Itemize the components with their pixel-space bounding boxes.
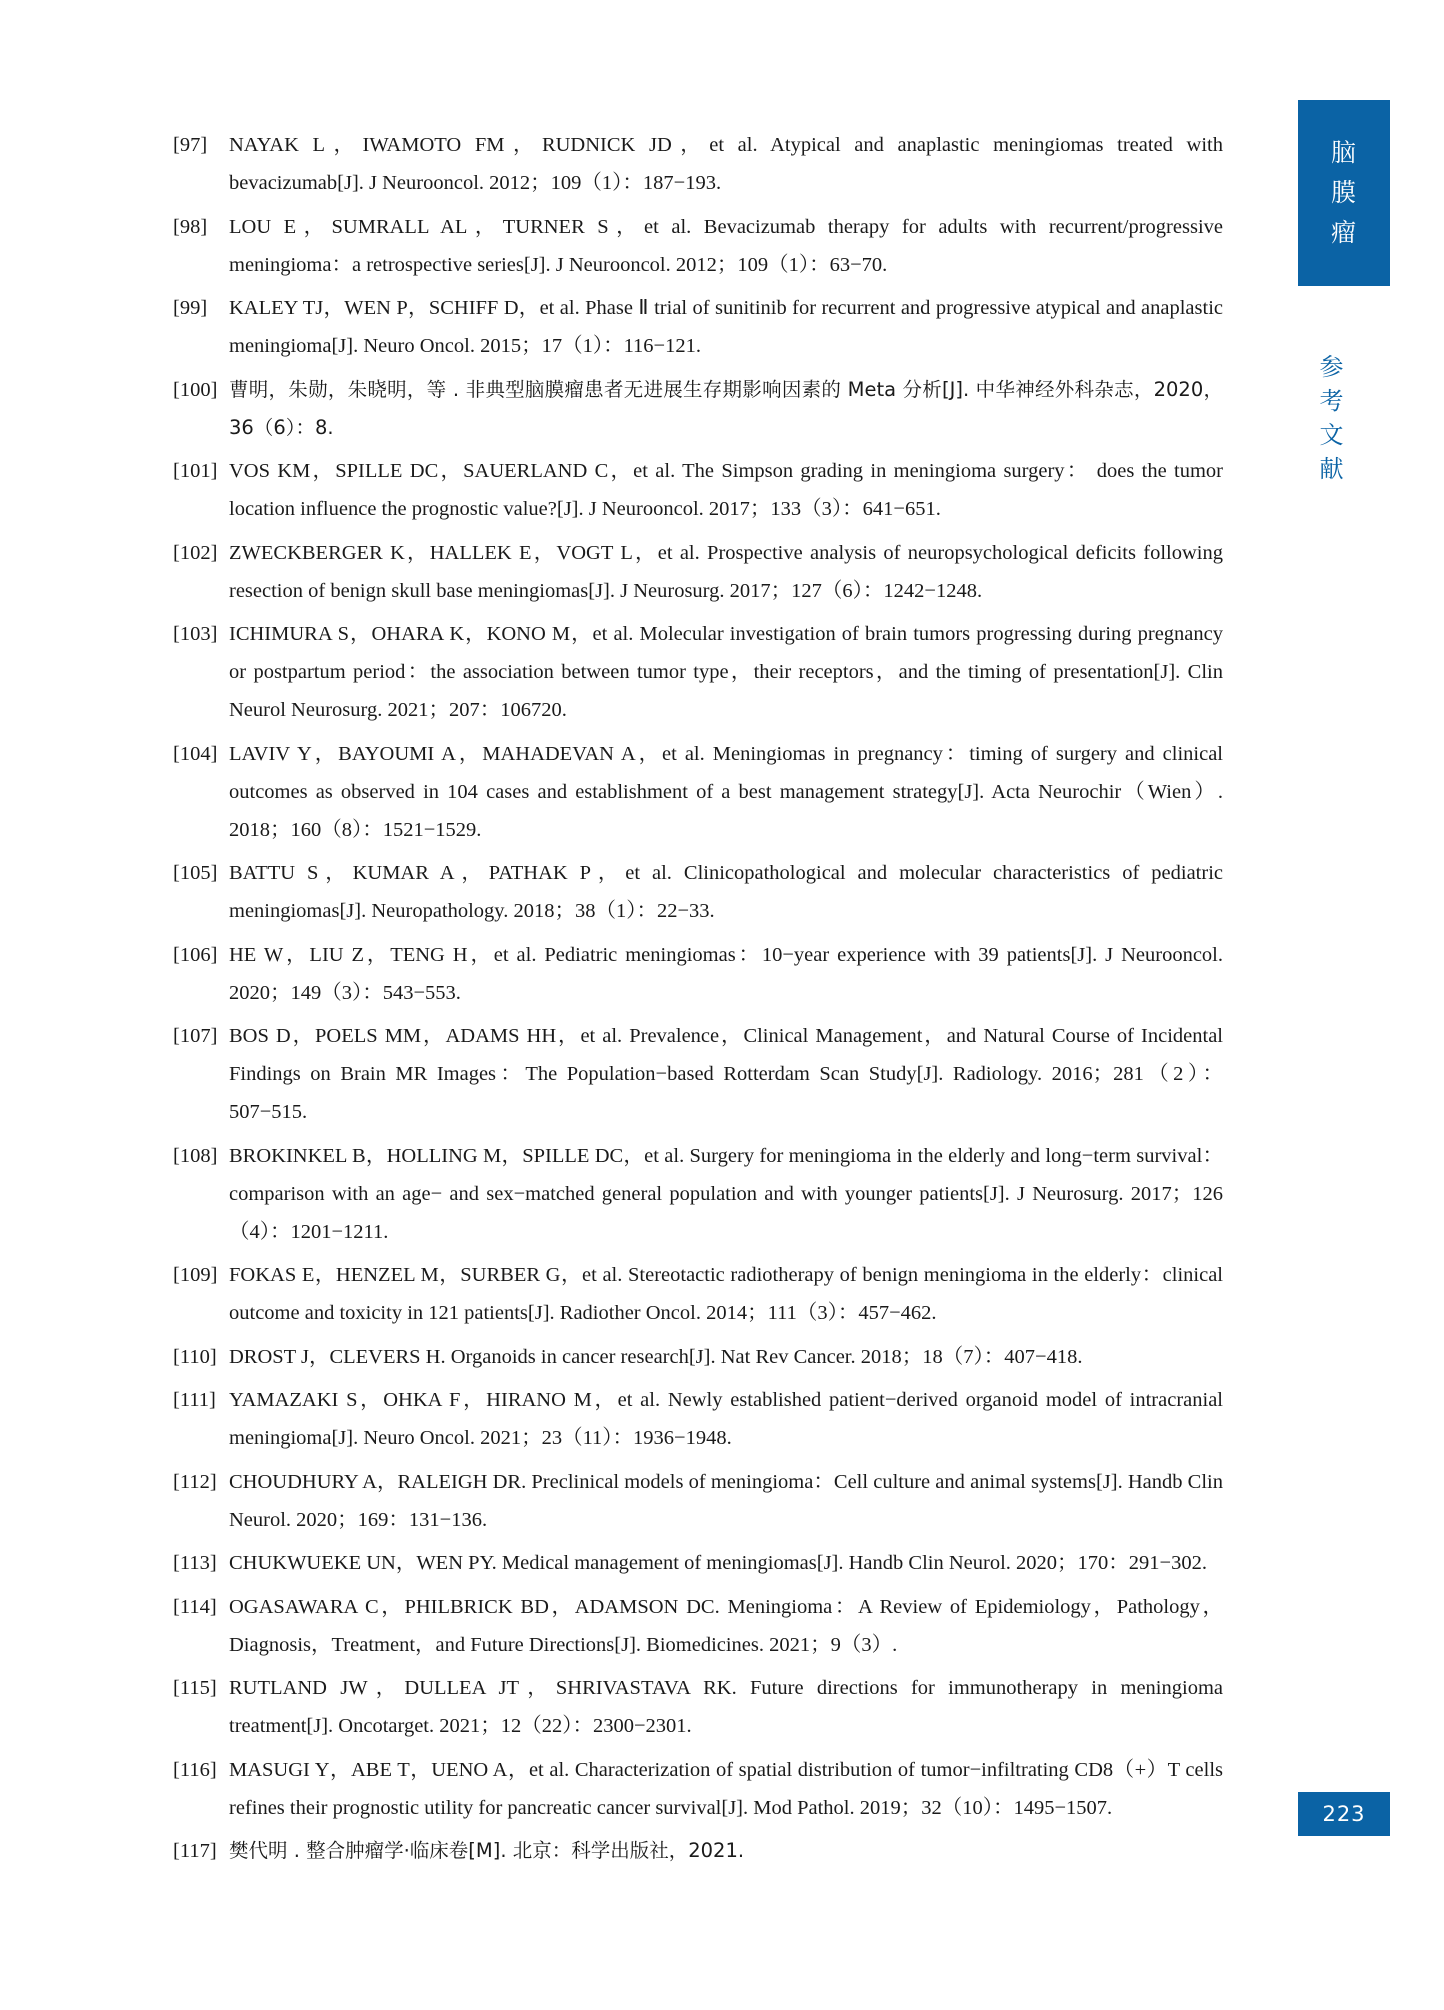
section-label-line-4: 献 [1319, 455, 1345, 483]
section-label-line-2: 考 [1319, 387, 1345, 415]
reference-list [173, 126, 1223, 1876]
section-label-line-3: 文 [1319, 421, 1345, 449]
reference-text: CHOUDHURY A，RALEIGH DR. Preclinical models of meningioma：Cell culture and animal systems[J]. Handb Clin Neurol. 2020；169：131−136. [229, 1470, 1223, 1531]
reference-text: BOS D，POELS MM，ADAMS HH，et al. Prevalence，Clinical Management，and Natural Course of Incidental Findings on Brain MR Images：The Population−based Rotterdam Scan Study[J]. Radiology. 2016；281（2）：507−515. [229, 1025, 1223, 1123]
reference-number: [107] [173, 1025, 218, 1047]
reference-text: NAYAK L，IWAMOTO FM，RUDNICK JD，et al. Atypical and anaplastic meningiomas treated with bevacizumab[J]. J Neurooncol. 2012；109（1）：187−193. [229, 134, 1223, 194]
reference-number: [113] [173, 1552, 217, 1574]
reference-text: HE W，LIU Z，TENG H，et al. Pediatric meningiomas：10−year experience with 39 patients[J]. J Neurooncol. 2020；149（3）：543−553. [229, 943, 1223, 1004]
reference-text: LOU E，SUMRALL AL，TURNER S，et al. Bevacizumab therapy for adults with recurrent/progressive meningioma：a retrospective series[J]. J Neurooncol. 2012；109（1）：63−70. [229, 215, 1223, 276]
reference-number: [100] [173, 378, 218, 401]
reference-item [173, 1017, 1223, 1131]
reference-number: [98] [173, 215, 208, 238]
reference-number: [97] [173, 134, 208, 156]
reference-item [173, 1832, 1223, 1870]
reference-item [173, 615, 1223, 729]
reference-text: BROKINKEL B，HOLLING M，SPILLE DC，et al. Surgery for meningioma in the elderly and long−term survival：comparison with an age− and sex−matched general population and with younger patients[J]. J Neurosurg. 2017；126（4）：1201−1211. [229, 1144, 1223, 1243]
reference-text: RUTLAND JW，DULLEA JT，SHRIVASTAVA RK. Future directions for immunotherapy in meningioma treatment[J]. Oncotarget. 2021；12（22）：2300−2301. [229, 1677, 1223, 1737]
reference-text: DROST J，CLEVERS H. Organoids in cancer research[J]. Nat Rev Cancer. 2018；18（7）：407−418. [229, 1345, 1083, 1368]
reference-number: [102] [173, 541, 218, 564]
chapter-tab-line-2: 膜 [1330, 178, 1357, 207]
section-label-line-1: 参 [1319, 353, 1345, 381]
reference-text: VOS KM，SPILLE DC，SAUERLAND C，et al. The Simpson grading in meningioma surgery： does the tumor location influence the prognostic value?[J]. J Neurooncol. 2017；133（3）：641−651. [229, 460, 1223, 520]
reference-item [173, 371, 1223, 447]
reference-number: [115] [173, 1677, 217, 1699]
reference-number: [109] [173, 1264, 218, 1286]
reference-item [173, 452, 1223, 528]
reference-item [173, 126, 1223, 202]
reference-item [173, 1751, 1223, 1827]
reference-number: [114] [173, 1595, 217, 1618]
chapter-tab-line-1: 脑 [1330, 138, 1357, 167]
reference-item [173, 1463, 1223, 1539]
reference-number: [106] [173, 943, 218, 966]
reference-number: [117] [173, 1840, 217, 1862]
reference-text: ZWECKBERGER K，HALLEK E，VOGT L，et al. Prospective analysis of neuropsychological deficits following resection of benign skull base meningiomas[J]. J Neurosurg. 2017；127（6）：1242−1248. [229, 541, 1223, 602]
reference-text: YAMAZAKI S，OHKA F，HIRANO M，et al. Newly established patient−derived organoid model of intracranial meningioma[J]. Neuro Oncol. 2021；23（11）：1936−1948. [229, 1389, 1223, 1449]
reference-item [173, 735, 1223, 849]
reference-text: BATTU S，KUMAR A，PATHAK P，et al. Clinicopathological and molecular characteristics of pediatric meningiomas[J]. Neuropathology. 2018；38（1）：22−33. [229, 862, 1223, 922]
chapter-tab-line-3: 瘤 [1330, 218, 1357, 247]
reference-item [173, 1256, 1223, 1332]
reference-number: [105] [173, 862, 218, 884]
reference-item [173, 208, 1223, 284]
reference-number: [112] [173, 1470, 217, 1493]
chapter-tab [1298, 100, 1390, 286]
page-number-badge: 223 [1298, 1792, 1390, 1836]
reference-text: CHUKWUEKE UN，WEN PY. Medical management of meningiomas[J]. Handb Clin Neurol. 2020；170：291−302. [229, 1552, 1207, 1574]
reference-item [173, 534, 1223, 610]
reference-number: [101] [173, 460, 218, 482]
reference-item [173, 289, 1223, 365]
reference-number: [99] [173, 297, 208, 319]
reference-number: [104] [173, 742, 218, 765]
reference-text: ICHIMURA S，OHARA K，KONO M，et al. Molecular investigation of brain tumors progressing during pregnancy or postpartum period：the association between tumor type，their receptors，and the timing of presentation[J]. Clin Neurol Neurosurg. 2021；207：106720. [229, 623, 1223, 721]
reference-text: MASUGI Y，ABE T，UENO A，et al. Characterization of spatial distribution of tumor−infiltrating CD8（+）T cells refines their prognostic utility for pancreatic cancer survival[J]. Mod Pathol. 2019；32（10）：1495−1507. [229, 1758, 1223, 1819]
section-label-references [1312, 350, 1352, 486]
reference-text: FOKAS E，HENZEL M，SURBER G，et al. Stereotactic radiotherapy of benign meningioma in the elderly：clinical outcome and toxicity in 121 patients[J]. Radiother Oncol. 2014；111（3）：457−462. [229, 1264, 1223, 1324]
reference-item [173, 1381, 1223, 1457]
reference-number: [110] [173, 1345, 217, 1368]
reference-item [173, 1544, 1223, 1582]
reference-item [173, 1669, 1223, 1745]
reference-item [173, 1137, 1223, 1251]
reference-text: OGASAWARA C，PHILBRICK BD，ADAMSON DC. Meningioma：A Review of Epidemiology，Pathology，Diagnosis，Treatment，and Future Directions[J]. Biomedicines. 2021；9（3）. [229, 1595, 1223, 1656]
reference-item [173, 936, 1223, 1012]
reference-text: KALEY TJ，WEN P，SCHIFF D，et al. Phase Ⅱ trial of sunitinib for recurrent and progressive atypical and anaplastic meningioma[J]. Neuro Oncol. 2015；17（1）：116−121. [229, 297, 1223, 357]
reference-number: [111] [173, 1389, 216, 1411]
reference-text: 曹明，朱勋，朱晓明，等 . 非典型脑膜瘤患者无进展生存期影响因素的 Meta 分析[J]. 中华神经外科杂志，2020，36（6）：8. [229, 377, 1223, 439]
reference-item [173, 1338, 1223, 1376]
reference-item [173, 1588, 1223, 1664]
reference-number: [108] [173, 1144, 218, 1167]
reference-item [173, 854, 1223, 930]
reference-text: LAVIV Y，BAYOUMI A，MAHADEVAN A，et al. Meningiomas in pregnancy：timing of surgery and clinical outcomes as observed in 104 cases and establishment of a best management strategy[J]. Acta Neurochir（Wien）. 2018；160（8）：1521−1529. [229, 742, 1223, 841]
reference-number: [116] [173, 1758, 217, 1781]
reference-text: 樊代明 . 整合肿瘤学·临床卷[M]. 北京：科学出版社，2021. [229, 1839, 745, 1862]
reference-number: [103] [173, 623, 218, 645]
